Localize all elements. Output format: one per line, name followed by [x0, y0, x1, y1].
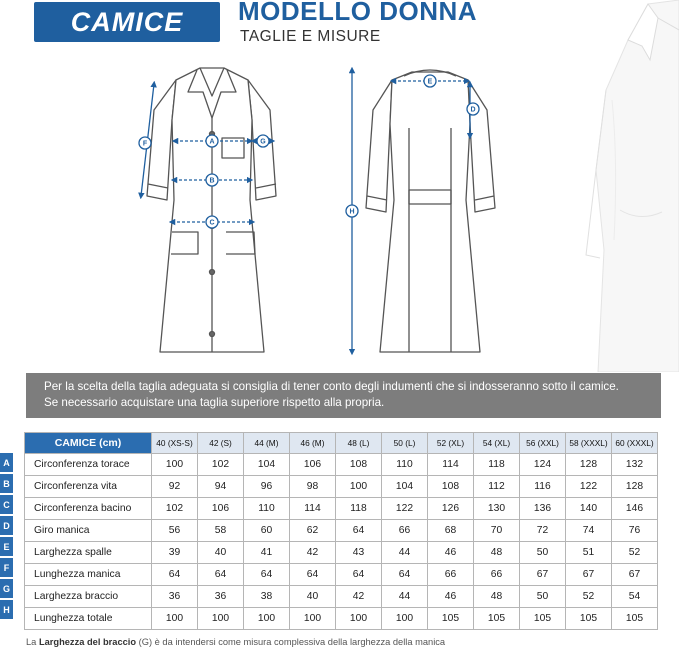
- measurement-value: 132: [612, 454, 658, 476]
- measurement-value: 105: [474, 608, 520, 630]
- measurement-value: 108: [428, 476, 474, 498]
- marker-e-label: E: [427, 78, 433, 86]
- size-header: 52 (XL): [428, 433, 474, 454]
- measurement-value: 105: [520, 608, 566, 630]
- measurement-value: 106: [290, 454, 336, 476]
- size-advice-banner: [26, 373, 661, 418]
- camice-badge: CAMICE: [34, 2, 220, 42]
- measurement-value: 67: [612, 564, 658, 586]
- measurement-value: 100: [152, 608, 198, 630]
- size-header-row: [25, 433, 658, 454]
- measurement-value: 64: [198, 564, 244, 586]
- measurement-value: 64: [290, 564, 336, 586]
- measurement-value: 104: [382, 476, 428, 498]
- measurement-value: 128: [566, 454, 612, 476]
- measurement-label: Giro manica: [25, 520, 152, 542]
- measurement-value: 118: [336, 498, 382, 520]
- measurement-value: 42: [336, 586, 382, 608]
- marker-h-label: H: [349, 208, 355, 216]
- row-letter: A: [0, 453, 13, 472]
- measurement-value: 72: [520, 520, 566, 542]
- measurement-value: 100: [382, 608, 428, 630]
- measurement-value: 44: [382, 586, 428, 608]
- size-header: 44 (M): [244, 433, 290, 454]
- measurement-value: 76: [612, 520, 658, 542]
- table-row: [25, 564, 658, 586]
- front-coat-drawing: [147, 68, 276, 352]
- measurement-value: 46: [428, 542, 474, 564]
- measurement-value: 98: [290, 476, 336, 498]
- measurement-value: 60: [244, 520, 290, 542]
- row-letter: F: [0, 558, 13, 577]
- row-letter: B: [0, 474, 13, 493]
- measurement-value: 46: [428, 586, 474, 608]
- measurement-value: 100: [152, 454, 198, 476]
- marker-c-label: C: [209, 219, 215, 227]
- measurement-value: 66: [382, 520, 428, 542]
- measurement-value: 140: [566, 498, 612, 520]
- size-header: 56 (XXL): [520, 433, 566, 454]
- measurement-value: 39: [152, 542, 198, 564]
- measurement-value: 64: [382, 564, 428, 586]
- table-row: [25, 520, 658, 542]
- measurement-value: 67: [520, 564, 566, 586]
- measurement-value: 136: [520, 498, 566, 520]
- size-header: 46 (M): [290, 433, 336, 454]
- page-subtitle: TAGLIE E MISURE: [240, 28, 381, 45]
- measurement-value: 52: [566, 586, 612, 608]
- measurement-value: 102: [198, 454, 244, 476]
- measurement-value: 38: [244, 586, 290, 608]
- measurement-value: 108: [336, 454, 382, 476]
- measurement-label: Circonferenza torace: [25, 454, 152, 476]
- measurement-value: 62: [290, 520, 336, 542]
- row-letter: E: [0, 537, 13, 556]
- measurement-value: 74: [566, 520, 612, 542]
- measurement-value: 70: [474, 520, 520, 542]
- measurement-value: 94: [198, 476, 244, 498]
- footnote-prefix: La: [26, 637, 39, 647]
- measurement-value: 116: [520, 476, 566, 498]
- measurement-value: 146: [612, 498, 658, 520]
- measurement-value: 126: [428, 498, 474, 520]
- measurement-value: 67: [566, 564, 612, 586]
- measurement-label: Larghezza spalle: [25, 542, 152, 564]
- measurement-value: 58: [198, 520, 244, 542]
- marker-g-label: G: [260, 138, 266, 146]
- measurement-value: 122: [566, 476, 612, 498]
- size-header: 54 (XL): [474, 433, 520, 454]
- size-advice-line-2: Se necessario acquistare una taglia superiore rispetto alla propria.: [44, 396, 385, 409]
- table-row: [25, 454, 658, 476]
- measurement-value: 114: [290, 498, 336, 520]
- row-letter: C: [0, 495, 13, 514]
- measurement-value: 52: [612, 542, 658, 564]
- marker-a-label: A: [209, 138, 215, 146]
- marker-f-label: F: [142, 140, 148, 148]
- measurement-value: 40: [290, 586, 336, 608]
- measurement-value: 100: [290, 608, 336, 630]
- size-header: 40 (XS-S): [152, 433, 198, 454]
- measurement-value: 128: [612, 476, 658, 498]
- table-header-label: CAMICE (cm): [25, 433, 152, 454]
- measurement-value: 100: [244, 608, 290, 630]
- measurement-value: 112: [474, 476, 520, 498]
- table-row: [25, 476, 658, 498]
- measurement-label: Circonferenza vita: [25, 476, 152, 498]
- size-advice-line-1: Per la scelta della taglia adeguata si consiglia di tener conto degli indumenti che si indosseranno sotto il camice.: [44, 380, 619, 393]
- size-header: 48 (L): [336, 433, 382, 454]
- measurement-label: Lunghezza totale: [25, 608, 152, 630]
- measurement-label: Larghezza braccio: [25, 586, 152, 608]
- row-letter: H: [0, 600, 13, 619]
- table-row: [25, 542, 658, 564]
- measurement-value: 66: [428, 564, 474, 586]
- size-header: 60 (XXXL): [612, 433, 658, 454]
- measurement-value: 64: [336, 520, 382, 542]
- size-header: 58 (XXXL): [566, 433, 612, 454]
- measurement-value: 105: [428, 608, 474, 630]
- measurement-value: 100: [336, 608, 382, 630]
- measurement-value: 56: [152, 520, 198, 542]
- measurement-value: 105: [566, 608, 612, 630]
- size-header: 50 (L): [382, 433, 428, 454]
- measurement-value: 96: [244, 476, 290, 498]
- measurement-value: 50: [520, 586, 566, 608]
- measurement-value: 40: [198, 542, 244, 564]
- measurement-value: 68: [428, 520, 474, 542]
- measurement-value: 110: [244, 498, 290, 520]
- measurement-value: 43: [336, 542, 382, 564]
- measurement-value: 64: [336, 564, 382, 586]
- measurement-label: Lunghezza manica: [25, 564, 152, 586]
- measurement-value: 100: [336, 476, 382, 498]
- measurement-value: 48: [474, 586, 520, 608]
- measurement-value: 104: [244, 454, 290, 476]
- measurement-value: 106: [198, 498, 244, 520]
- row-letter: G: [0, 579, 13, 598]
- measurement-value: 41: [244, 542, 290, 564]
- page-title: MODELLO DONNA: [238, 0, 478, 26]
- measurement-value: 36: [152, 586, 198, 608]
- table-row: [25, 498, 658, 520]
- product-photo: [586, 0, 679, 372]
- measurement-value: 50: [520, 542, 566, 564]
- measurement-value: 51: [566, 542, 612, 564]
- marker-b-label: B: [209, 177, 215, 185]
- measurement-value: 110: [382, 454, 428, 476]
- measurement-value: 124: [520, 454, 566, 476]
- footnote: [26, 637, 445, 647]
- measurement-value: 100: [198, 608, 244, 630]
- measurement-value: 130: [474, 498, 520, 520]
- measurement-value: 36: [198, 586, 244, 608]
- size-header: 42 (S): [198, 433, 244, 454]
- measurement-value: 118: [474, 454, 520, 476]
- marker-d-label: D: [470, 106, 476, 114]
- footnote-bold: Larghezza del braccio: [38, 637, 137, 647]
- measurement-value: 44: [382, 542, 428, 564]
- measurement-value: 54: [612, 586, 658, 608]
- table-row: [25, 586, 658, 608]
- measurement-value: 102: [152, 498, 198, 520]
- measurement-value: 42: [290, 542, 336, 564]
- table-row: [25, 608, 658, 630]
- measurement-value: 92: [152, 476, 198, 498]
- footnote-suffix: (G) è da intendersi come misura complessiva della larghezza della manica: [136, 637, 446, 647]
- measurement-value: 122: [382, 498, 428, 520]
- row-letter: D: [0, 516, 13, 535]
- measurement-value: 114: [428, 454, 474, 476]
- measurement-value: 105: [612, 608, 658, 630]
- size-table: [24, 432, 658, 630]
- measurement-value: 64: [152, 564, 198, 586]
- measurement-label: Circonferenza bacino: [25, 498, 152, 520]
- measurement-value: 64: [244, 564, 290, 586]
- measurement-value: 48: [474, 542, 520, 564]
- measurement-value: 66: [474, 564, 520, 586]
